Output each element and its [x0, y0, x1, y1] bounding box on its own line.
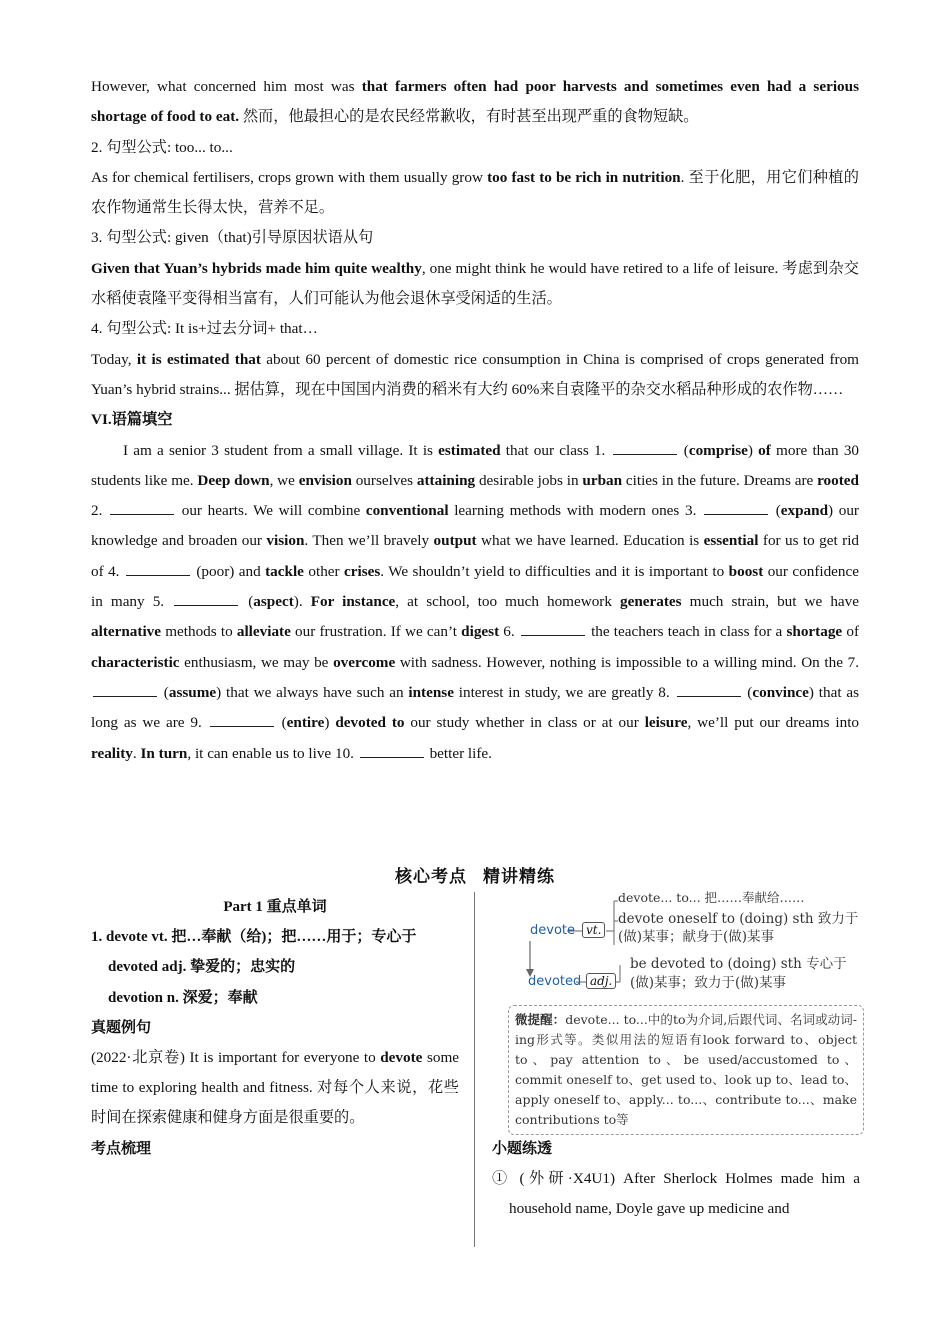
cloze-keyword: conventional — [365, 502, 449, 520]
paragraph-1: However, what concerned him most was that farmers often had poor harvests and sometimes even had a serious shortage of food to eat. 然而，他最担心的是农民经常歉收，有时甚至出现严重的食物短缺。 — [91, 78, 859, 126]
cloze-text: learning methods with modern ones 3. — [448, 502, 703, 520]
cloze-keyword: intense — [408, 683, 454, 701]
cloze-keyword: output — [433, 532, 477, 550]
cloze-text: cities in the future. Dreams are — [622, 471, 818, 489]
cloze-blank[interactable] — [360, 743, 424, 758]
cloze-text: enthusiasm, we may be — [179, 653, 334, 671]
main-text — [91, 72, 859, 769]
cloze-keyword: devoted to — [335, 714, 405, 732]
cloze-keyword: alternative — [91, 623, 162, 641]
cloze-blank[interactable] — [93, 682, 157, 697]
cloze-text: , it can enable us to live 10. — [187, 744, 358, 762]
cloze-text: other — [303, 562, 345, 580]
cloze-text: our hearts. We will combine — [176, 502, 366, 520]
diagram-word-devote: devote — [530, 923, 575, 938]
cloze-text: interest in study, we are greatly 8. — [453, 683, 675, 701]
cloze-text: ( — [240, 593, 254, 611]
cloze-text: . — [132, 744, 141, 762]
cloze-text: for us to get rid of 4. — [91, 532, 860, 580]
vocab-devote: 1. devote vt. 把…奉献（给)；把……用于；专心于 — [91, 929, 417, 945]
cloze-text: methods to — [161, 623, 237, 641]
cloze-blank[interactable] — [110, 500, 174, 515]
cloze-text: what we have learned. Education is — [476, 532, 704, 550]
diagram-tag-vt: vt. — [582, 922, 605, 938]
cloze-blank[interactable] — [210, 712, 274, 727]
cloze-text: ). — [293, 593, 311, 611]
cloze-text: . Then we’ll bravely — [304, 532, 434, 550]
practice-item-1: ① (外研·X4U1) After Sherlock Holmes made him a household name, Doyle gave up medicine and — [492, 1170, 860, 1218]
cloze-text: , we — [269, 471, 299, 489]
cloze-text: 2. — [91, 502, 109, 520]
cloze-keyword: Deep down — [197, 471, 270, 489]
vocab-devoted: devoted adj. 挚爱的；忠实的 — [108, 959, 296, 976]
practice-heading: 小题练透 — [492, 1141, 553, 1157]
cloze-text: ) — [324, 714, 336, 732]
cloze-keyword: assume — [168, 683, 217, 701]
cloze-text: ) that as long as we are 9. — [91, 683, 860, 732]
cloze-text: with sadness. However, nothing is impossible to a willing mind. On the 7. — [395, 653, 859, 671]
heading-pattern-3: 3. 句型公式: given（that)引导原因状语从句 — [91, 229, 374, 247]
part-title: Part 1 重点单词 — [223, 899, 327, 915]
diagram-tag-adj: adj. — [586, 973, 616, 989]
cloze-text: ) our knowledge and broaden our — [91, 502, 859, 550]
cloze-keyword: comprise — [688, 441, 748, 459]
cloze-text: desirable jobs in — [475, 471, 583, 489]
core-title: 核心考点 精讲精练 — [395, 867, 555, 886]
cloze-keyword: crises — [344, 562, 381, 580]
cloze-keyword: leisure — [644, 714, 688, 732]
cloze-keyword: rooted — [817, 471, 859, 489]
cloze-keyword: boost — [728, 562, 764, 580]
cloze-text: our confidence in many 5. — [91, 562, 860, 611]
devote-diagram — [492, 885, 860, 1130]
diagram-line-2: devote oneself to (doing) sth 致力于 — [618, 911, 859, 927]
cloze-text: . We shouldn’t yield to difficulties and it is important to — [380, 562, 729, 580]
diagram-word-devoted: devoted — [528, 974, 582, 989]
cloze-text: our study whether in class or at our — [404, 714, 645, 732]
cloze-keyword: For instance — [310, 593, 396, 611]
real-exam-example: (2022·北京卷) It is important for everyone to devote some time to exploring health and fitness. 对每个人来说，花些时间在探索健康和健身方面是很重要的。 — [91, 1048, 459, 1127]
cloze-text: ( — [770, 502, 781, 520]
cloze-keyword: convince — [752, 683, 809, 701]
vocab-devotion: devotion n. 深爱；奉献 — [108, 989, 258, 1006]
cloze-text: ourselves — [351, 471, 417, 489]
cloze-keyword: digest — [461, 623, 500, 641]
cloze-keyword: attaining — [416, 471, 476, 489]
cloze-keyword: of — [758, 441, 771, 459]
cloze-text: of — [842, 623, 860, 641]
diagram-line-3b: (做)某事；致力于(做)某事 — [630, 975, 787, 991]
cloze-keyword: aspect — [253, 593, 294, 611]
cloze-text: 6. — [499, 623, 519, 641]
cloze-keyword: characteristic — [91, 653, 180, 671]
cloze-passage — [91, 436, 859, 769]
heading-pattern-4: 4. 句型公式: It is+过去分词+ that… — [91, 320, 318, 338]
cloze-text: ( — [159, 683, 169, 701]
cloze-keyword: vision — [266, 532, 305, 550]
paragraph-4: Today, it is estimated that about 60 percent of domestic rice consumption in China is comprised of crops generated from Yuan’s hybrid strains... 据估算，现在中国国内消费的稻米有大约 60%来自袁隆平的杂交水稻品种形成的农作物…… — [91, 350, 859, 398]
right-column — [492, 885, 860, 1225]
cloze-text: ( — [742, 683, 753, 701]
cloze-text: our frustration. If we can’t — [290, 623, 462, 641]
diagram-line-1: devote... to... 把……奉献给…… — [618, 890, 805, 905]
cloze-text: , at school, too much homework — [395, 593, 621, 611]
cloze-keyword: reality — [91, 744, 133, 762]
section-title: VI.语篇填空 — [91, 411, 173, 429]
cloze-keyword: entire — [286, 714, 325, 732]
key-points-heading: 考点梳理 — [91, 1140, 152, 1157]
cloze-keyword: estimated — [438, 441, 501, 459]
cloze-text: (poor) and — [191, 562, 266, 580]
cloze-keyword: urban — [582, 471, 623, 489]
cloze-keyword: In turn — [140, 744, 188, 762]
cloze-blank[interactable] — [613, 440, 677, 455]
cloze-text: I am a senior 3 student from a small village. It is — [123, 441, 439, 459]
paragraph-3: Given that Yuan’s hybrids made him quite wealthy, one might think he would have retired to a life of leisure. 考虑到杂交水稻使袁隆平变得相当富有，人们可能认为他会退休享受闲适的生活。 — [91, 259, 859, 308]
cloze-keyword: overcome — [333, 653, 396, 671]
cloze-blank[interactable] — [126, 561, 190, 576]
cloze-keyword: alleviate — [236, 623, 291, 641]
cloze-keyword: essential — [703, 532, 759, 550]
cloze-blank[interactable] — [174, 591, 238, 606]
heading-pattern-2: 2. 句型公式: too... to... — [91, 138, 233, 156]
cloze-keyword: shortage — [786, 623, 843, 641]
cloze-keyword: expand — [780, 502, 829, 520]
cloze-text: ) — [747, 441, 759, 459]
diagram-line-2b: (做)某事；献身于(做)某事 — [618, 929, 775, 945]
cloze-blank[interactable] — [677, 682, 741, 697]
cloze-blank[interactable] — [521, 621, 585, 636]
left-column — [91, 892, 459, 1164]
cloze-text: ( — [678, 441, 689, 459]
tip-box: 微提醒：devote... to...中的to为介词,后跟代词、名词或动词-ing形式等。类似用法的短语有look forward to、object to、pay attention to、be used/accustomed to、commit oneself to、get used to、look up to、lead to、apply oneself to、apply... to...、contribute to...、make contributions to等 — [508, 1005, 864, 1135]
cloze-text: much strain, but we have — [681, 593, 859, 611]
cloze-text: better life. — [425, 744, 492, 762]
column-divider — [474, 892, 475, 1247]
cloze-blank[interactable] — [704, 500, 768, 515]
cloze-text: more than 30 students like me. — [91, 441, 860, 489]
cloze-text: that our class 1. — [500, 441, 611, 459]
cloze-keyword: tackle — [265, 562, 304, 580]
cloze-keyword: generates — [620, 593, 682, 611]
diagram-line-3: be devoted to (doing) sth 专心于 — [630, 956, 847, 972]
real-exam-heading: 真题例句 — [91, 1019, 152, 1036]
paragraph-2: As for chemical fertilisers, crops grown with them usually grow too fast to be rich in nutrition. 至于化肥，用它们种植的农作物通常生长得太快，营养不足。 — [91, 168, 859, 217]
cloze-text: ) that we always have such an — [216, 683, 409, 701]
cloze-keyword: envision — [298, 471, 352, 489]
cloze-text: , we’ll put our dreams into — [687, 714, 860, 732]
cloze-text: the teachers teach in class for a — [586, 623, 787, 641]
cloze-text: ( — [275, 714, 287, 732]
